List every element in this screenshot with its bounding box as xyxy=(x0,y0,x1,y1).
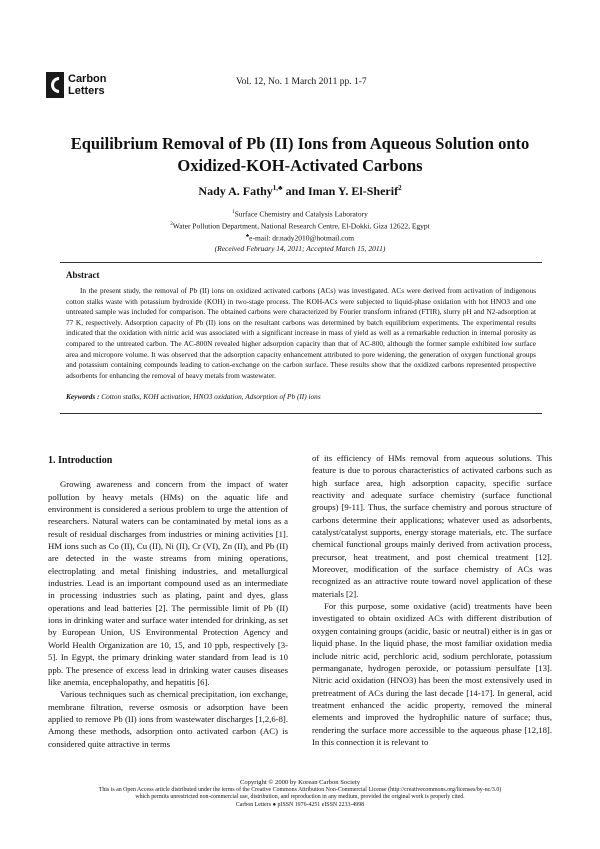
author-2: Iman Y. El-Sherif xyxy=(307,184,399,198)
keywords-label: Keywords : xyxy=(66,392,100,402)
email-marker: ♣ xyxy=(245,234,250,239)
right-column xyxy=(312,452,552,748)
affiliation-2-text: Water Pollution Department, National Research Centre, El-Dokki, Giza 12622, Egypt xyxy=(172,221,430,231)
journal-logo xyxy=(46,72,107,98)
keywords xyxy=(66,392,536,407)
affiliation-2-marker: 2 xyxy=(170,222,173,227)
logo-line-2: Letters xyxy=(68,85,105,97)
footer-license-line-2: which permits unrestricted non-commercial use, distribution, and reproduction in any medium, provided the original work is properly cited. xyxy=(135,794,465,800)
abstract-heading: Abstract xyxy=(66,270,100,280)
footer-issn: Carbon Letters ● pISSN 1976-4251 eISSN 2233-4998 xyxy=(235,801,365,808)
intro-paragraph-4: For this purpose, some oxidative (acid) treatments have been investigated to obtain oxidized ACs with different distribution of oxygen containing groups (acidic, basic or neutral) either is in gas or liquid phase. In the liquid phase, the most familiar oxidation media include nitric acid, perchloric acid, sodium perchlorate, potassium permanganate, hydrogen peroxide, or potassium persulfate [13]. Nitric acid oxidation (HNO3) has been the most extensively used in pretreatment of ACs during the last decade [14-17]. In general, acid treatment enhanced the acidic property, removed the mineral elements and improved the hydrophilic nature of surface; thus, rendering the surface more accessible to the aqueous phase [12,18]. In this connection it is relevant to xyxy=(312,601,552,747)
paper-title xyxy=(40,133,560,177)
page-footer xyxy=(0,779,600,809)
journal-reference: Vol. 12, No. 1 March 2011 pp. 1-7 xyxy=(236,77,367,87)
author-1: Nady A. Fathy xyxy=(198,184,273,198)
intro-paragraph-3: of its efficiency of HMs removal from aqueous solutions. This feature is due to porous characteristics of activated carbons such as high surface area, high adsorption capacity, specific surface reactivity and adequate surface chemistry (surface functional groups) [9-11]. Thus, the surface chemistry and porous structure of carbons determine their applications; whatever used as adsorbents, catalyst/catalyst supports, energy storage materials, etc. The surface chemical functional groups mainly derived from activation process, precursor, heat treatment, and post chemical treatment [12]. Moreover, modification of the surface chemistry of ACs was recognized as an attractive route toward novel application of these materials [2]. xyxy=(312,453,552,599)
author-2-affiliation: 2 xyxy=(398,184,402,192)
affiliation-1-text: Surface Chemistry and Catalysis Laboratory xyxy=(234,209,368,219)
abstract-text: In the present study, the removal of Pb (II) ions on oxidized activated carbons (ACs) was investigated. ACs were derived from activation of indigenous cotton stalks waste with potassium hydroxide (KOH) in two-stage process. The KOH-ACs were subjected to liquid-phase oxidation with hot HNO3 and one untreated sample was included for comparison. The obtained carbons were characterized by Fourier transform infrared (FTIR), slurry pH and N2-adsorption at 77 K, respectively. Adsorption capacity of Pb (II) ions on the resultant carbons was determined by batch equilibrium experiments. The experimental results indicated that the oxidation with nitric acid was associated with a significant increase in mass of yield as well as a remarkable reduction in internal porosity as compared to the untreated carbon. The AC-800N revealed higher adsorption capacity than that of AC-800, although the former sample exhibited low surface area and micropore volume. It was observed that the adsorption capacity enhancement attributed to pore widening, the generation of oxygen functional groups and potassium containing compounds leading to cation-exchange on the carbon surface. These results show that the oxidized carbons represented prospective adsorbents for enhancing the removal of heavy metals from wastewater. xyxy=(66,286,536,380)
author-list xyxy=(0,184,600,199)
author-1-affiliation: 1,♣ xyxy=(272,184,283,192)
intro-paragraph-2: Various techniques such as chemical precipitation, ion exchange, membrane filtration, reverse osmosis or adsorption have been applied to remove Pb (II) ions from wastewater discharges [1,2,6-8]. Among these methods, adsorption onto activated carbon (AC) is considered quite attractive in terms xyxy=(48,689,288,749)
keywords-text: Cotton stalks, KOH activation, HNO3 oxidation, Adsorption of Pb (II) ions xyxy=(101,392,321,402)
email-text: e-mail: dr.nady2010@hotmail.com xyxy=(249,233,355,243)
left-column xyxy=(48,455,288,750)
author-conjunction: and xyxy=(282,184,308,198)
affiliations xyxy=(0,208,600,255)
logo-line-1: Carbon xyxy=(68,73,107,85)
affiliation-1-marker: 1 xyxy=(232,210,235,215)
title-line-1: Equilibrium Removal of Pb (II) Ions from Aqueous Solution onto xyxy=(70,134,530,153)
logo-text xyxy=(68,73,107,97)
section-heading-introduction: 1. Introduction xyxy=(48,455,113,466)
abstract-box xyxy=(60,262,542,414)
affiliation-1 xyxy=(0,208,600,220)
affiliation-2 xyxy=(0,220,600,232)
carbon-letters-logo-icon xyxy=(46,72,64,98)
title-line-2: Oxidized-KOH-Activated Carbons xyxy=(177,156,423,175)
corresponding-email xyxy=(0,232,600,244)
received-dates-text: (Received February 14, 2011; Accepted March 15, 2011) xyxy=(214,244,386,253)
footer-copyright: Copyright © 2000 by Korean Carbon Society xyxy=(239,779,361,786)
received-dates xyxy=(0,244,600,255)
intro-paragraph-1: Growing awareness and concern from the impact of water pollution by heavy metals (HMs) on the aquatic life and environment is considered a serious problem to urge the attention of researchers. Natural waters can be contaminated by metal ions as a result of residual discharges from industries or mining activities [1]. HM ions such as Co (II), Cu (II), Ni (II), Cr (VI), Zn (II), and Pb (II) are detected in the waste streams from mining operations, electroplating and metal finishing industries, and metallurgical industries. Lead is an important compound used as an intermediate in processing industries such as plating, paint and dyes, glass operations and lead batteries [2]. The permissible limit of Pb (II) ions in drinking water and surface water intended for drinking, as set by European Union, US Environmental Protection Agency and World Health Organization are 10, 15, and 10 ppb, respectively [3-5]. In Egypt, the primary drinking water standard from lead is 10 ppb. The presence of excess lead in drinking water causes diseases like anemia, encephalopathy, and hepatitis [6]. xyxy=(48,479,288,687)
footer-license-line-1: This is an Open Access article distributed under the terms of the Creative Commons Attribution Non-Commercial License (http://creativecommons.org/licenses/by-nc/3.0) xyxy=(98,786,502,793)
